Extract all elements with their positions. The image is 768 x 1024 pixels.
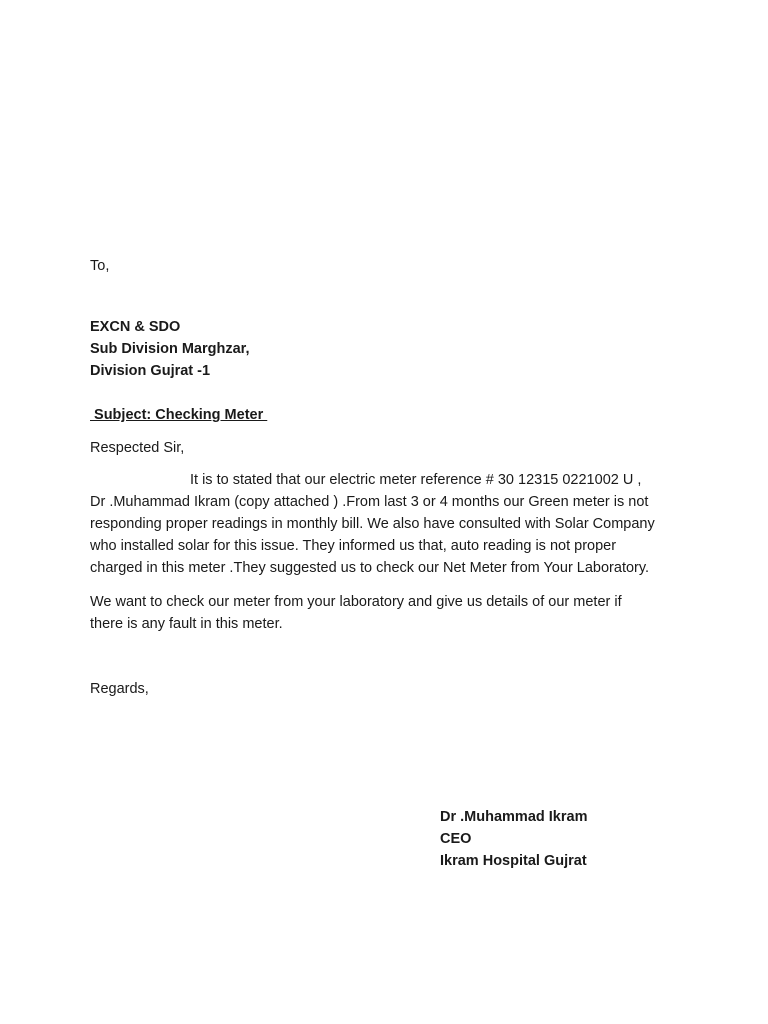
recipient-address bbox=[90, 316, 250, 382]
body-paragraph-1-line-2: Dr .Muhammad Ikram (copy attached ) .From last 3 or 4 months our Green meter is not bbox=[90, 494, 649, 510]
greeting: Respected Sir, bbox=[90, 440, 185, 456]
signature-organization: Ikram Hospital Gujrat bbox=[440, 853, 587, 869]
subject-line: Subject: Checking Meter bbox=[90, 407, 268, 423]
body-paragraph-1-line-5: charged in this meter .They suggested us to check our Net Meter from Your Laboratory. bbox=[90, 560, 650, 576]
signature-title: CEO bbox=[440, 831, 472, 847]
body-paragraph-1-line-1: It is to stated that our electric meter reference # 30 12315 0221002 U , bbox=[190, 472, 642, 488]
to-line: To, bbox=[90, 258, 110, 274]
recipient-line-2: Sub Division Marghzar, bbox=[90, 341, 250, 357]
body-paragraph-2-line-2: there is any fault in this meter. bbox=[90, 616, 283, 632]
body-paragraph-2-line-1: We want to check our meter from your laboratory and give us details of our meter if bbox=[90, 594, 622, 610]
signature-name: Dr .Muhammad Ikram bbox=[440, 809, 588, 825]
signature-block bbox=[440, 806, 587, 872]
body-paragraph-1 bbox=[90, 469, 690, 579]
recipient-line-1: EXCN & SDO bbox=[90, 319, 181, 335]
closing: Regards, bbox=[90, 681, 149, 697]
recipient-line-3: Division Gujrat -1 bbox=[90, 363, 211, 379]
body-paragraph-1-line-3: responding proper readings in monthly bill. We also have consulted with Solar Company bbox=[90, 516, 655, 532]
body-paragraph-2 bbox=[90, 591, 690, 635]
body-paragraph-1-line-4: who installed solar for this issue. They informed us that, auto reading is not proper bbox=[90, 538, 617, 554]
